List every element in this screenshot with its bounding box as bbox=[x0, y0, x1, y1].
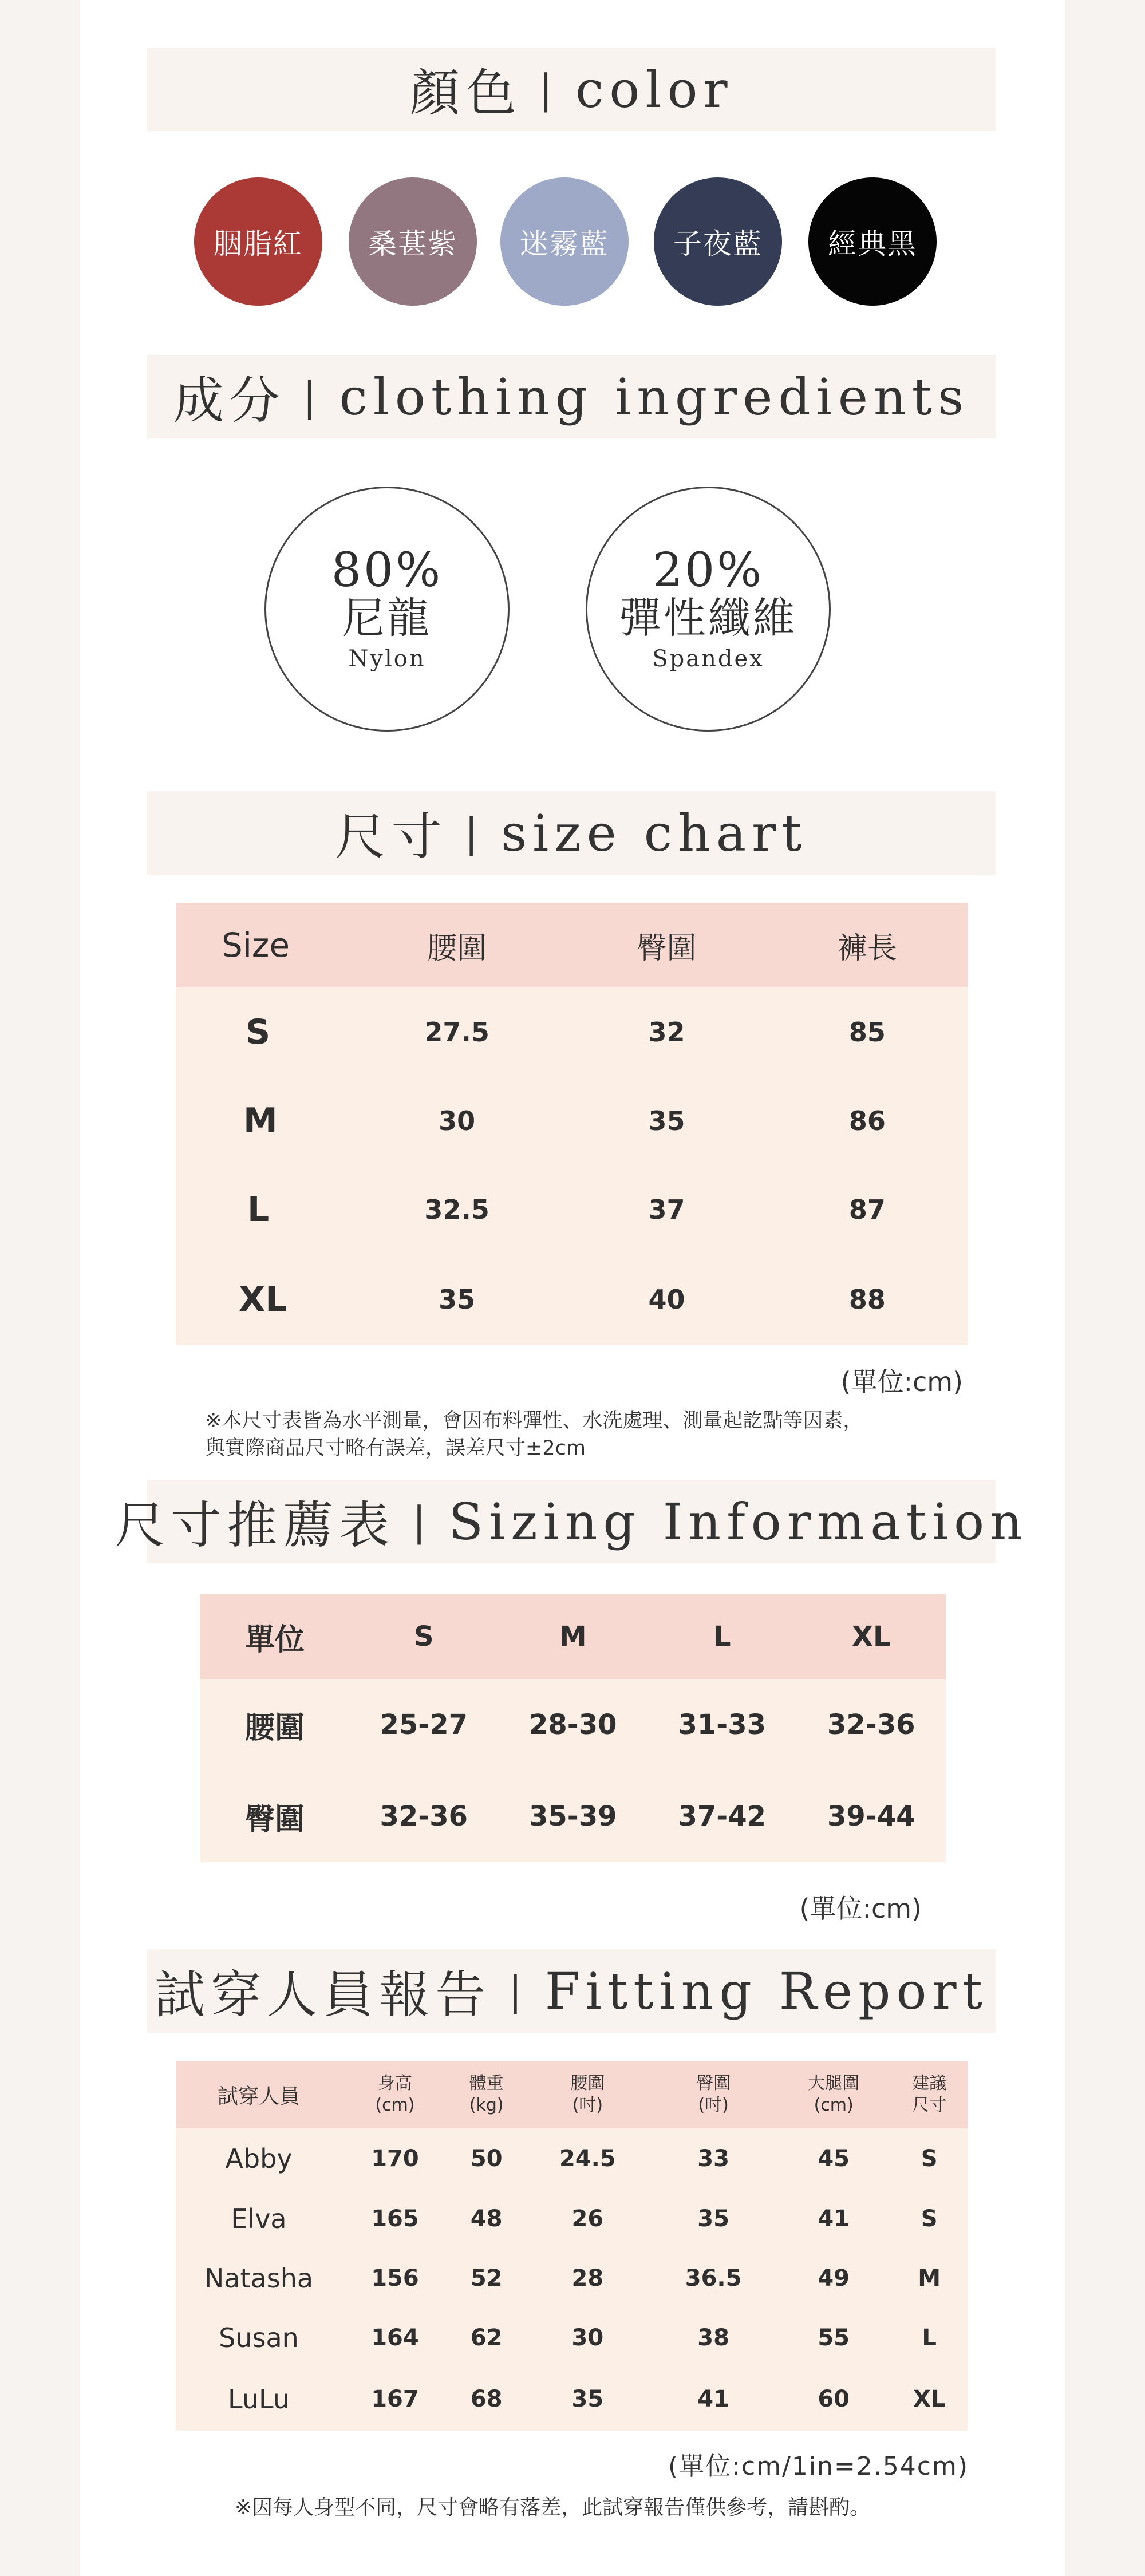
color-section-title bbox=[147, 48, 996, 131]
length-value: 87 bbox=[767, 1165, 968, 1254]
header-unit: 單位 bbox=[200, 1594, 349, 1679]
hip-value: 41 bbox=[650, 2368, 776, 2431]
size-chart-unit: (單位:cm) bbox=[840, 1366, 963, 1397]
header-hip: 臀圍 bbox=[566, 903, 767, 987]
sizing-info-title-en: Sizing Information bbox=[448, 1492, 1028, 1551]
tester-name: Abby bbox=[176, 2128, 342, 2189]
hip-value: 40 bbox=[566, 1254, 767, 1345]
table-row bbox=[176, 1254, 968, 1345]
table-row bbox=[200, 1679, 946, 1771]
fitting-report-note: ※因每人身型不同，尺寸會略有落差，此試穿報告僅供參考，請斟酌。 bbox=[235, 2496, 871, 2519]
header-l: L bbox=[647, 1594, 797, 1679]
header-top: 腰圍 bbox=[570, 2073, 605, 2093]
waist-value: 32.5 bbox=[348, 1165, 566, 1254]
swatch-label: 胭脂紅 bbox=[214, 227, 303, 260]
hip-value: 32 bbox=[566, 987, 767, 1076]
fitting-report-section-title bbox=[147, 1949, 996, 2033]
recommended-size: S bbox=[891, 2128, 968, 2189]
product-spec-page bbox=[80, 0, 1065, 2576]
header-bottom: (cm) bbox=[814, 2095, 854, 2115]
header-bottom: (吋) bbox=[698, 2095, 729, 2115]
title-separator: | bbox=[539, 66, 559, 113]
ingredients-section-title bbox=[147, 355, 996, 438]
range-value: 37-42 bbox=[647, 1771, 797, 1862]
header-recommended-size bbox=[891, 2061, 968, 2128]
recommended-size: S bbox=[891, 2189, 968, 2249]
header-thigh bbox=[776, 2061, 891, 2128]
header-tester bbox=[176, 2061, 342, 2128]
swatch-label: 經典黑 bbox=[828, 227, 917, 260]
range-value: 28-30 bbox=[499, 1679, 648, 1771]
color-title-zh: 顏色 bbox=[409, 64, 522, 123]
tester-name: Susan bbox=[176, 2308, 342, 2368]
weight-value: 52 bbox=[448, 2249, 525, 2308]
size-chart-title-en: size chart bbox=[501, 803, 808, 863]
ingredient-name-zh: 彈性纖維 bbox=[619, 594, 797, 643]
height-value: 164 bbox=[342, 2308, 448, 2368]
table-row bbox=[176, 2128, 968, 2189]
table-header-row bbox=[176, 903, 968, 987]
range-value: 31-33 bbox=[647, 1679, 797, 1771]
header-top: 身高 bbox=[377, 2073, 412, 2093]
sizing-info-title-zh: 尺寸推薦表 bbox=[114, 1496, 396, 1555]
hip-value: 35 bbox=[650, 2189, 776, 2249]
table-row bbox=[176, 2308, 968, 2368]
title-separator: | bbox=[464, 809, 484, 856]
height-value: 165 bbox=[342, 2189, 448, 2249]
waist-value: 35 bbox=[348, 1254, 566, 1345]
header-length: 褲長 bbox=[767, 903, 968, 987]
ingredients-title-en: clothing ingredients bbox=[339, 367, 970, 426]
waist-value: 27.5 bbox=[348, 987, 566, 1076]
height-value: 167 bbox=[342, 2368, 448, 2431]
hip-value: 38 bbox=[650, 2308, 776, 2368]
size-label: M bbox=[176, 1076, 348, 1165]
recommended-size: L bbox=[891, 2308, 968, 2368]
header-m: M bbox=[499, 1594, 648, 1679]
ingredient-nylon bbox=[264, 487, 510, 732]
length-value: 86 bbox=[767, 1076, 968, 1165]
range-value: 39-44 bbox=[797, 1771, 946, 1862]
range-value: 32-36 bbox=[349, 1771, 499, 1862]
table-row bbox=[200, 1771, 946, 1862]
header-waist bbox=[524, 2061, 650, 2128]
sizing-info-unit: (單位:cm) bbox=[799, 1893, 922, 1924]
length-value: 85 bbox=[767, 987, 968, 1076]
thigh-value: 41 bbox=[776, 2189, 891, 2249]
size-label: L bbox=[176, 1165, 348, 1254]
color-swatch-rouge-red[interactable] bbox=[194, 177, 322, 306]
header-bottom: 尺寸 bbox=[912, 2095, 947, 2115]
size-label: XL bbox=[176, 1254, 348, 1345]
header-xl: XL bbox=[797, 1594, 946, 1679]
title-separator: | bbox=[412, 1498, 432, 1545]
header-weight bbox=[448, 2061, 525, 2128]
range-value: 35-39 bbox=[499, 1771, 648, 1862]
table-row bbox=[176, 1165, 968, 1254]
table-row bbox=[176, 2189, 968, 2249]
table-header-row bbox=[200, 1594, 946, 1679]
size-label: S bbox=[176, 987, 348, 1076]
weight-value: 68 bbox=[448, 2368, 525, 2431]
size-chart-section-title bbox=[147, 791, 996, 875]
header-s: S bbox=[349, 1594, 499, 1679]
table-header-row bbox=[176, 2061, 968, 2128]
header-top: 大腿圍 bbox=[808, 2073, 860, 2093]
header-bottom: (kg) bbox=[469, 2095, 504, 2115]
hip-value: 36.5 bbox=[650, 2249, 776, 2308]
fitting-report-body bbox=[176, 2128, 968, 2431]
color-swatch-mist-blue[interactable] bbox=[500, 177, 629, 306]
swatch-label: 迷霧藍 bbox=[520, 227, 609, 260]
tester-name: LuLu bbox=[176, 2368, 342, 2431]
range-value: 25-27 bbox=[349, 1679, 499, 1771]
ingredient-percent: 80% bbox=[331, 543, 443, 598]
waist-value: 28 bbox=[524, 2249, 650, 2308]
size-chart-title-zh: 尺寸 bbox=[335, 807, 448, 866]
fitting-report-title-en: Fitting Report bbox=[544, 1961, 988, 2021]
weight-value: 62 bbox=[448, 2308, 525, 2368]
recommended-size: XL bbox=[891, 2368, 968, 2431]
fitting-report-table bbox=[176, 2061, 968, 2431]
size-chart-note-line2: 與實際商品尺寸略有誤差，誤差尺寸±2cm bbox=[205, 1437, 586, 1460]
recommended-size: M bbox=[891, 2249, 968, 2308]
waist-value: 26 bbox=[524, 2189, 650, 2249]
header-top: 體重 bbox=[469, 2073, 504, 2093]
size-chart-table bbox=[176, 903, 968, 1345]
height-value: 170 bbox=[342, 2128, 448, 2189]
thigh-value: 60 bbox=[776, 2368, 891, 2431]
ingredient-percent: 20% bbox=[652, 543, 764, 598]
title-separator: | bbox=[508, 1967, 528, 2014]
measure-label: 腰圍 bbox=[200, 1679, 349, 1771]
waist-value: 35 bbox=[524, 2368, 650, 2431]
swatch-label: 桑葚紫 bbox=[368, 227, 457, 260]
sizing-info-section-title bbox=[114, 1480, 1028, 1563]
weight-value: 50 bbox=[448, 2128, 525, 2189]
thigh-value: 49 bbox=[776, 2249, 891, 2308]
table-row bbox=[176, 1076, 968, 1165]
ingredient-name-zh: 尼龍 bbox=[342, 594, 432, 643]
size-chart-note-line1: ※本尺寸表皆為水平測量，會因布料彈性、水洗處理、測量起訖點等因素， bbox=[205, 1409, 863, 1432]
measure-label: 臀圍 bbox=[200, 1771, 349, 1862]
size-chart-note bbox=[205, 1407, 863, 1462]
color-swatch-classic-black[interactable] bbox=[808, 177, 937, 306]
thigh-value: 55 bbox=[776, 2308, 891, 2368]
waist-value: 30 bbox=[524, 2308, 650, 2368]
ingredient-name-en: Nylon bbox=[348, 645, 426, 672]
swatch-label: 子夜藍 bbox=[673, 227, 763, 260]
waist-value: 30 bbox=[348, 1076, 566, 1165]
hip-value: 35 bbox=[566, 1076, 767, 1165]
ingredient-spandex bbox=[586, 487, 831, 732]
header-bottom: (cm) bbox=[375, 2095, 415, 2115]
waist-value: 24.5 bbox=[524, 2128, 650, 2189]
fitting-report-unit: (單位:cm/1in=2.54cm) bbox=[668, 2452, 969, 2481]
header-top: 建議 bbox=[912, 2073, 947, 2093]
tester-name: Natasha bbox=[176, 2249, 342, 2308]
header-waist: 腰圍 bbox=[348, 903, 566, 987]
range-value: 32-36 bbox=[797, 1679, 946, 1771]
header-top: 臀圍 bbox=[696, 2073, 731, 2093]
ingredient-name-en: Spandex bbox=[652, 645, 764, 672]
hip-value: 37 bbox=[566, 1165, 767, 1254]
color-swatch-midnight-blue[interactable] bbox=[654, 177, 782, 306]
header-height bbox=[342, 2061, 448, 2128]
table-row bbox=[176, 987, 968, 1076]
thigh-value: 45 bbox=[776, 2128, 891, 2189]
color-swatch-mulberry-purple[interactable] bbox=[349, 177, 477, 306]
height-value: 156 bbox=[342, 2249, 448, 2308]
header-top: 試穿人員 bbox=[217, 2084, 300, 2108]
table-row bbox=[176, 2368, 968, 2431]
header-size: Size bbox=[176, 903, 348, 987]
fitting-report-title-zh: 試穿人員報告 bbox=[155, 1965, 492, 2024]
weight-value: 48 bbox=[448, 2189, 525, 2249]
table-row bbox=[176, 2249, 968, 2308]
hip-value: 33 bbox=[650, 2128, 776, 2189]
header-hip bbox=[650, 2061, 776, 2128]
sizing-info-table bbox=[200, 1594, 946, 1862]
title-separator: | bbox=[302, 373, 322, 420]
header-bottom: (吋) bbox=[572, 2095, 603, 2115]
ingredients-title-zh: 成分 bbox=[173, 371, 286, 430]
color-title-en: color bbox=[575, 60, 733, 119]
length-value: 88 bbox=[767, 1254, 968, 1345]
tester-name: Elva bbox=[176, 2189, 342, 2249]
